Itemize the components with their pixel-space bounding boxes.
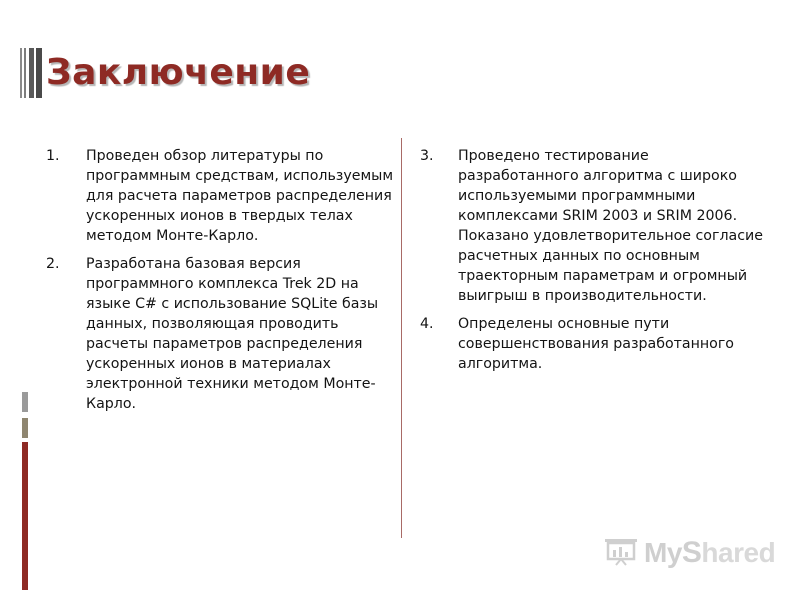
list-item	[420, 146, 766, 306]
left-accent-gray	[22, 392, 28, 412]
myshared-watermark	[604, 534, 784, 574]
left-accent-tan	[22, 418, 28, 438]
list-item-text: Определены основные пути совершенствования разработанного алгоритма.	[458, 316, 734, 372]
list-item	[46, 146, 394, 246]
list-item-number: 2.	[46, 256, 60, 272]
left-column	[46, 146, 394, 422]
title-decoration	[20, 48, 42, 98]
list-item-text: Проведен обзор литературы по программным средствам, используемым для расчета параметров распределения ускоренных ионов в твердых телах методом Монте-Карло.	[86, 148, 394, 244]
list-item-number: 3.	[420, 148, 434, 164]
list-item-number: 4.	[420, 316, 434, 332]
list-item	[46, 254, 394, 414]
list-item-number: 1.	[46, 148, 60, 164]
list-item-text: Проведено тестирование разработанного алгоритма с широко используемыми программными комплексами SRIM 2003 и SRIM 2006. Показано удовлетворительное согласие расчетных данных по основным траекторным параметрам и огромный выигрыш в производительности.	[458, 148, 763, 304]
watermark-text: MyShared	[644, 536, 776, 569]
left-accent-red	[22, 442, 28, 590]
list-item-text: Разработана базовая версия программного комплекса Trek 2D на языке C# с использование SQLite базы данных, позволяющая проводить расчеты параметров распределения ускоренных ионов в материалах электронной техники методом Монте-Карло.	[86, 256, 379, 412]
slide-title: Заключение	[46, 52, 311, 93]
presentation-board-icon	[604, 538, 638, 566]
list-item	[420, 314, 766, 374]
right-column	[420, 146, 766, 382]
column-divider	[401, 138, 402, 538]
